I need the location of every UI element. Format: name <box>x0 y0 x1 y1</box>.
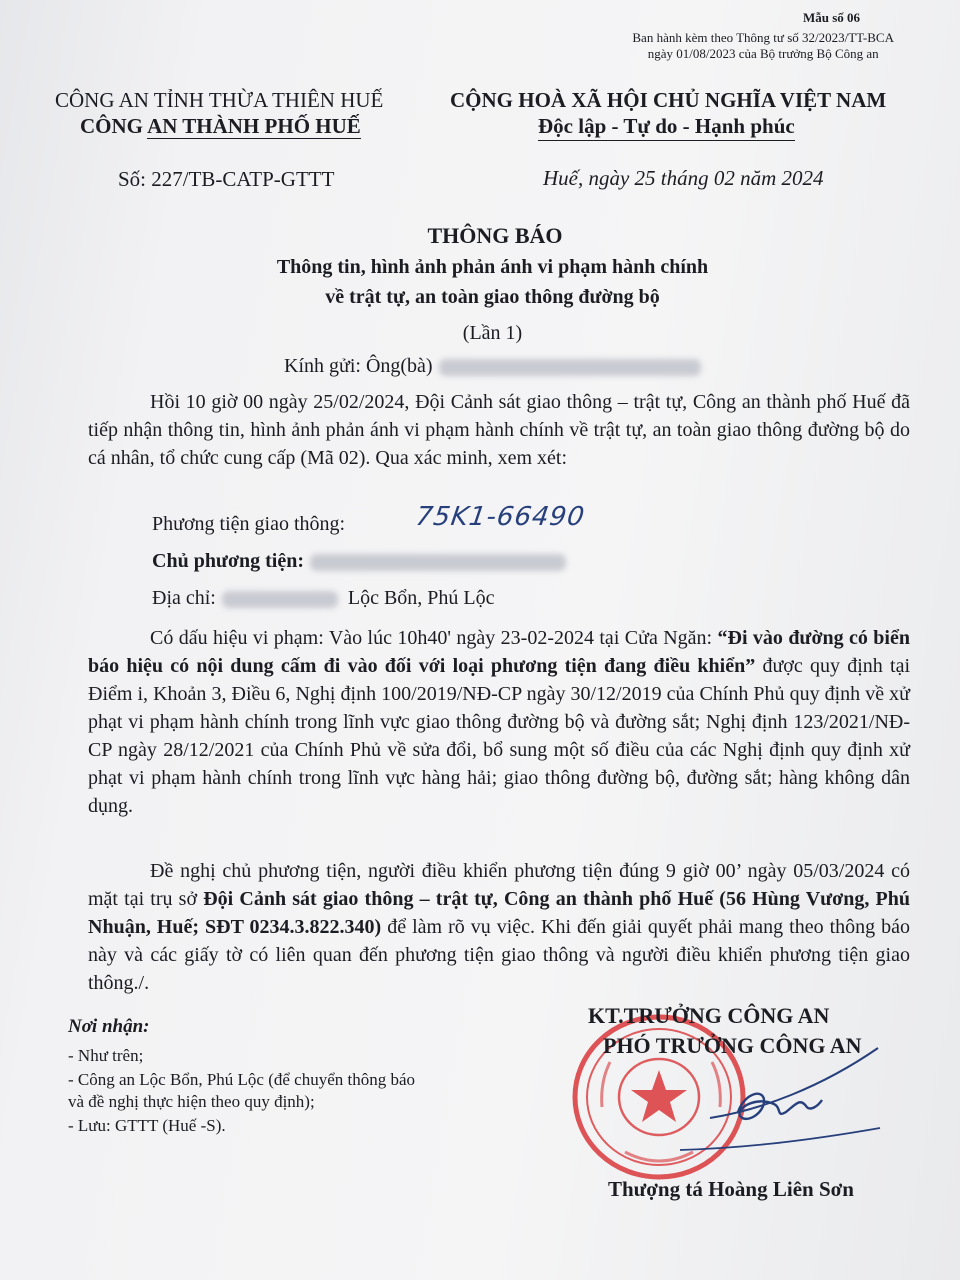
document-round: (Lần 1) <box>462 322 523 344</box>
request-rest: để làm rõ vụ việc. Khi đến giải quyết phải mang theo thông báo này và các giấy tờ có liên quan đến phương tiện giao thông và người điều khiển phương tiện giao thông./. <box>88 916 911 994</box>
signer-name: Thượng tá Hoàng Liên Sơn <box>608 1177 854 1201</box>
violation-lead: Có dấu hiệu vi phạm: Vào lúc 10h40' ngày 23-02-2024 tại Cửa Ngăn: <box>150 627 718 649</box>
nation-motto: Độc lập - Tự do - Hạnh phúc <box>538 114 795 141</box>
violation-description: “Đi vào đường có biển báo hiệu có nội dung cấm đi vào đối với loại phương tiện đang điều khiển” <box>88 627 910 677</box>
addressee <box>284 355 701 378</box>
signature-title-2: PHÓ TRƯỞNG CÔNG AN <box>603 1033 862 1058</box>
issued-note-line1: Ban hành kèm theo Thông tư số 32/2023/TT-BCA <box>632 30 894 45</box>
request-office: Đội Cảnh sát giao thông – trật tự, Công an thành phố Huế (56 Hùng Vương, Phú Nhuận, Huế; SĐT 0234.3.822.340) <box>88 888 911 938</box>
agency-parent: CÔNG AN TỈNH THỪA THIÊN HUẾ <box>55 88 384 112</box>
issued-note-line2: ngày 01/08/2023 của Bộ trưởng Bộ Công an <box>647 46 879 61</box>
vehicle-field <box>152 513 345 536</box>
handwritten-signature-icon <box>560 1040 890 1160</box>
document-number-label: Số: <box>118 167 147 191</box>
owner-label: Chủ phương tiện: <box>152 550 305 572</box>
issued-note <box>632 30 894 62</box>
recipient-item: và đề nghị thực hiện theo quy định); <box>68 1092 315 1111</box>
address-value: Lộc Bổn, Phú Lộc <box>347 587 495 609</box>
address-label: Địa chỉ: <box>152 587 216 609</box>
address-field <box>152 587 495 610</box>
paragraph-violation <box>88 624 910 820</box>
document-subtitle-1: Thông tin, hình ảnh phản ánh vi phạm hành chính <box>276 256 709 278</box>
redacted-address <box>222 591 338 608</box>
nation-name: CỘNG HOÀ XÃ HỘI CHỦ NGHĨA VIỆT NAM <box>450 88 887 112</box>
document-title: THÔNG BÁO <box>427 223 563 248</box>
agency-name-part1: CÔNG <box>80 114 148 138</box>
request-lead: Đề nghị chủ phương tiện, người điều khiển phương tiện đúng 9 giờ 00’ ngày 05/03/2024 có mặt tại trụ sở <box>88 860 910 910</box>
signature-title-1: KT.TRƯỞNG CÔNG AN <box>588 1003 830 1028</box>
recipient-item: - Lưu: GTTT (Huế -S). <box>68 1116 226 1135</box>
vehicle-label: Phương tiện giao thông: <box>152 513 346 535</box>
document-subtitle-2: về trật tự, an toàn giao thông đường bộ <box>325 286 660 308</box>
owner-field <box>152 550 566 573</box>
addressee-label: Kính gửi: Ông(bà) <box>284 355 433 377</box>
paragraph-intro: Hồi 10 giờ 00 ngày 25/02/2024, Đội Cảnh sát giao thông – trật tự, Công an thành phố Huế đã tiếp nhận thông tin, hình ảnh phản ánh vi phạm hành chính về trật tự, an toàn giao thông đường bộ do cá nhân, tổ chức cung cấp (Mã 02). Qua xác minh, xem xét: <box>88 391 910 469</box>
form-number: Mẫu số 06 <box>802 10 860 25</box>
redacted-owner <box>310 554 566 571</box>
violation-legal-basis: được quy định tại Điểm i, Khoản 3, Điều 6, Nghị định 100/2019/NĐ-CP ngày 30/12/2019 của Chính Phủ quy định về xử phạt vi phạm hành chính trong lĩnh vực giao thông đường bộ và đường sắt; Nghị định 123/2021/NĐ-CP ngày 28/12/2021 của Chính Phủ về sửa đổi, bổ sung một số điều của các Nghị định quy định xử phạt vi phạm hành chính trong lĩnh vực hàng hải; giao thông đường bộ, đường sắt; hàng không dân dụng. <box>88 655 910 817</box>
paragraph-request <box>88 857 910 997</box>
document-date: Huế, ngày 25 tháng 02 năm 2024 <box>543 166 824 190</box>
document-number <box>118 167 334 192</box>
agency-name-part2: AN THÀNH PHỐ HUẾ <box>147 114 361 138</box>
agency-name <box>80 114 361 139</box>
document-number-value: 227/TB-CATP-GTTT <box>151 167 335 191</box>
redacted-name <box>439 359 701 376</box>
recipient-item: - Như trên; <box>68 1046 144 1065</box>
recipients-label: Nơi nhận: <box>68 1016 150 1037</box>
vehicle-plate-handwritten: 75K1-66490 <box>413 502 587 532</box>
recipient-item: - Công an Lộc Bổn, Phú Lộc (để chuyển thông báo <box>68 1070 416 1089</box>
